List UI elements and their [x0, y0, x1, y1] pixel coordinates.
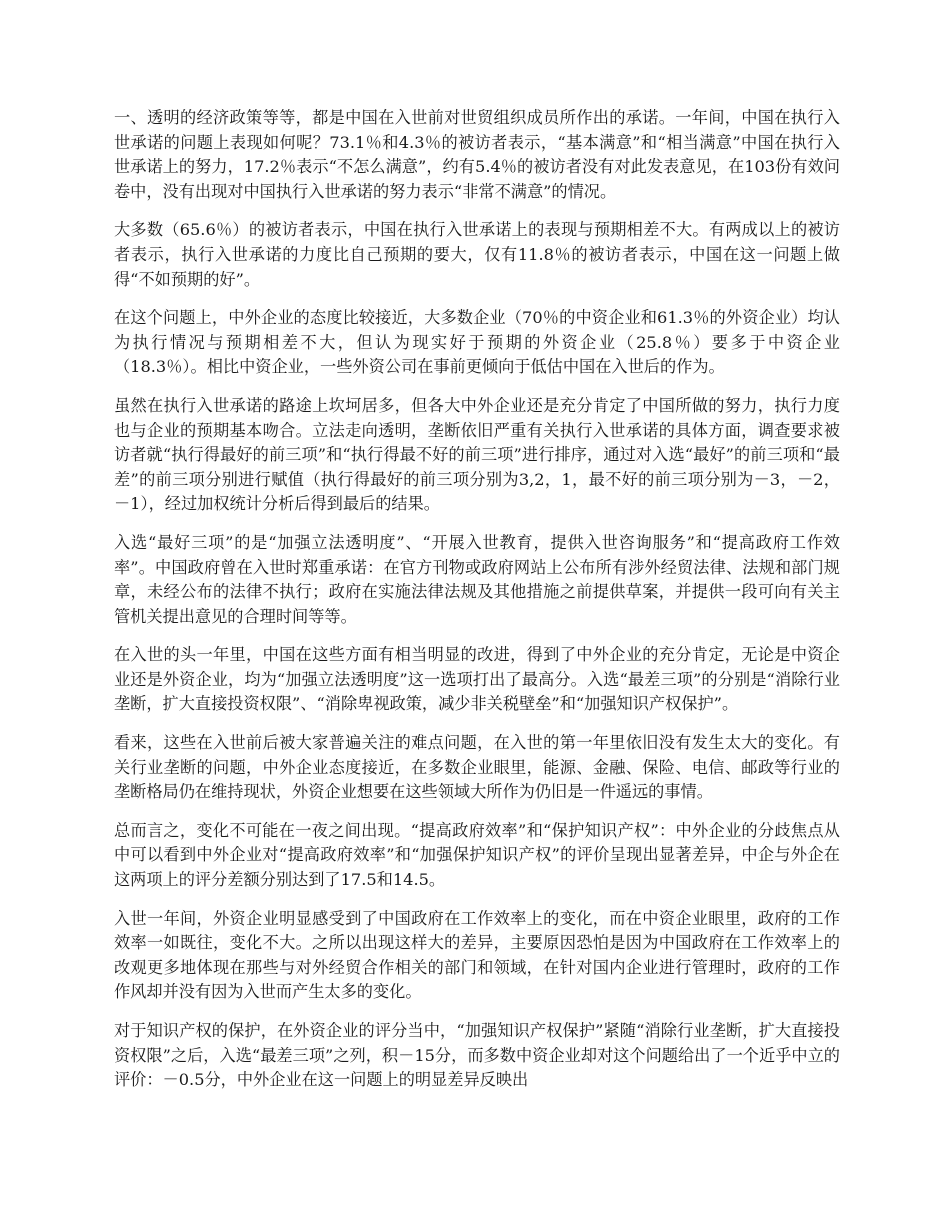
paragraph: 在入世的头一年里，中国在这些方面有相当明显的改进，得到了中外企业的充分肯定，无论是中资企业还是外资企业，均为“加强立法透明度”这一选项打出了最高分。入选“最差三项”的分别是“消除行业垄断，扩大直接投资权限”、“消除卑视政策，减少非关税壁垒”和“加强知识产权保护”。 — [114, 645, 840, 714]
paragraph: 虽然在执行入世承诺的路途上坎坷居多，但各大中外企业还是充分肯定了中国所做的努力，执行力度也与企业的预期基本吻合。立法走向透明，垄断依旧严重有关执行入世承诺的具体方面，调查要求被访者就“执行得最好的前三项”和“执行得最不好的前三项”进行排序，通过对入选“最好”的前三项和“最差”的前三项分别进行赋值（执行得最好的前三项分别为3,2，1，最不好的前三项分别为－3，－2，－1），经过加权统计分析后得到最后的结果。 — [114, 395, 840, 514]
paragraph: 大多数（65.6％）的被访者表示，中国在执行入世承诺上的表现与预期相差不大。有两成以上的被访者表示，执行入世承诺的力度比自己预期的要大，仅有11.8％的被访者表示，中国在这一问题上做得“不如预期的好”。 — [114, 220, 840, 289]
paragraph: 看来，这些在入世前后被大家普遍关注的难点问题，在入世的第一年里依旧没有发生太大的变化。有关行业垄断的问题，中外企业态度接近，在多数企业眼里，能源、金融、保险、电信、邮政等行业的垄断格局仍在维持现状，外资企业想要在这些领域大所作为仍旧是一件遥远的事情。 — [114, 733, 840, 802]
paragraph: 入选“最好三项”的是“加强立法透明度”、“开展入世教育，提供入世咨询服务”和“提高政府工作效率”。中国政府曾在入世时郑重承诺：在官方刊物或政府网站上公布所有涉外经贸法律、法规和部门规章，未经公布的法律不执行；政府在实施法律法规及其他措施之前提供草案，并提供一段可向有关主管机关提出意见的合理时间等等。 — [114, 532, 840, 626]
paragraph: 总而言之，变化不可能在一夜之间出现。“提高政府效率”和“保护知识产权”：中外企业的分歧焦点从中可以看到中外企业对“提高政府效率”和“加强保护知识产权”的评价呈现出显著差异，中企与外企在这两项上的评分差额分别达到了17.5和14.5。 — [114, 820, 840, 890]
document-body — [114, 106, 840, 1107]
paragraph: 在这个问题上，中外企业的态度比较接近，大多数企业（70％的中资企业和61.3％的外资企业）均认为执行情况与预期相差不大，但认为现实好于预期的外资企业（25.8％）要多于中资企业（18.3％）。相比中资企业，一些外资公司在事前更倾向于低估中国在入世后的作为。 — [114, 308, 840, 377]
paragraph: 一、透明的经济政策等等，都是中国在入世前对世贸组织成员所作出的承诺。一年间，中国在执行入世承诺的问题上表现如何呢？73.1％和4.3％的被访者表示，“基本满意”和“相当满意”中国在执行入世承诺上的努力，17.2％表示“不怎么满意”，约有5.4％的被访者没有对此发表意见，在103份有效问卷中，没有出现对中国执行入世承诺的努力表示“非常不满意”的情况。 — [114, 108, 840, 201]
paragraph: 对于知识产权的保护，在外资企业的评分当中，“加强知识产权保护”紧随“消除行业垄断，扩大直接投资权限”之后，入选“最差三项”之列，积－15分，而多数中资企业却对这个问题给出了一个近乎中立的评价：－0.5分，中外企业在这一问题上的明显差异反映出 — [114, 1021, 840, 1090]
paragraph: 入世一年间，外资企业明显感受到了中国政府在工作效率上的变化，而在中资企业眼里，政府的工作效率一如既往，变化不大。之所以出现这样大的差异，主要原因恐怕是因为中国政府在工作效率上的改观更多地体现在那些与对外经贸合作相关的部门和领域，在针对国内企业进行管理时，政府的工作作风却并没有因为入世而产生太多的变化。 — [114, 908, 840, 1002]
